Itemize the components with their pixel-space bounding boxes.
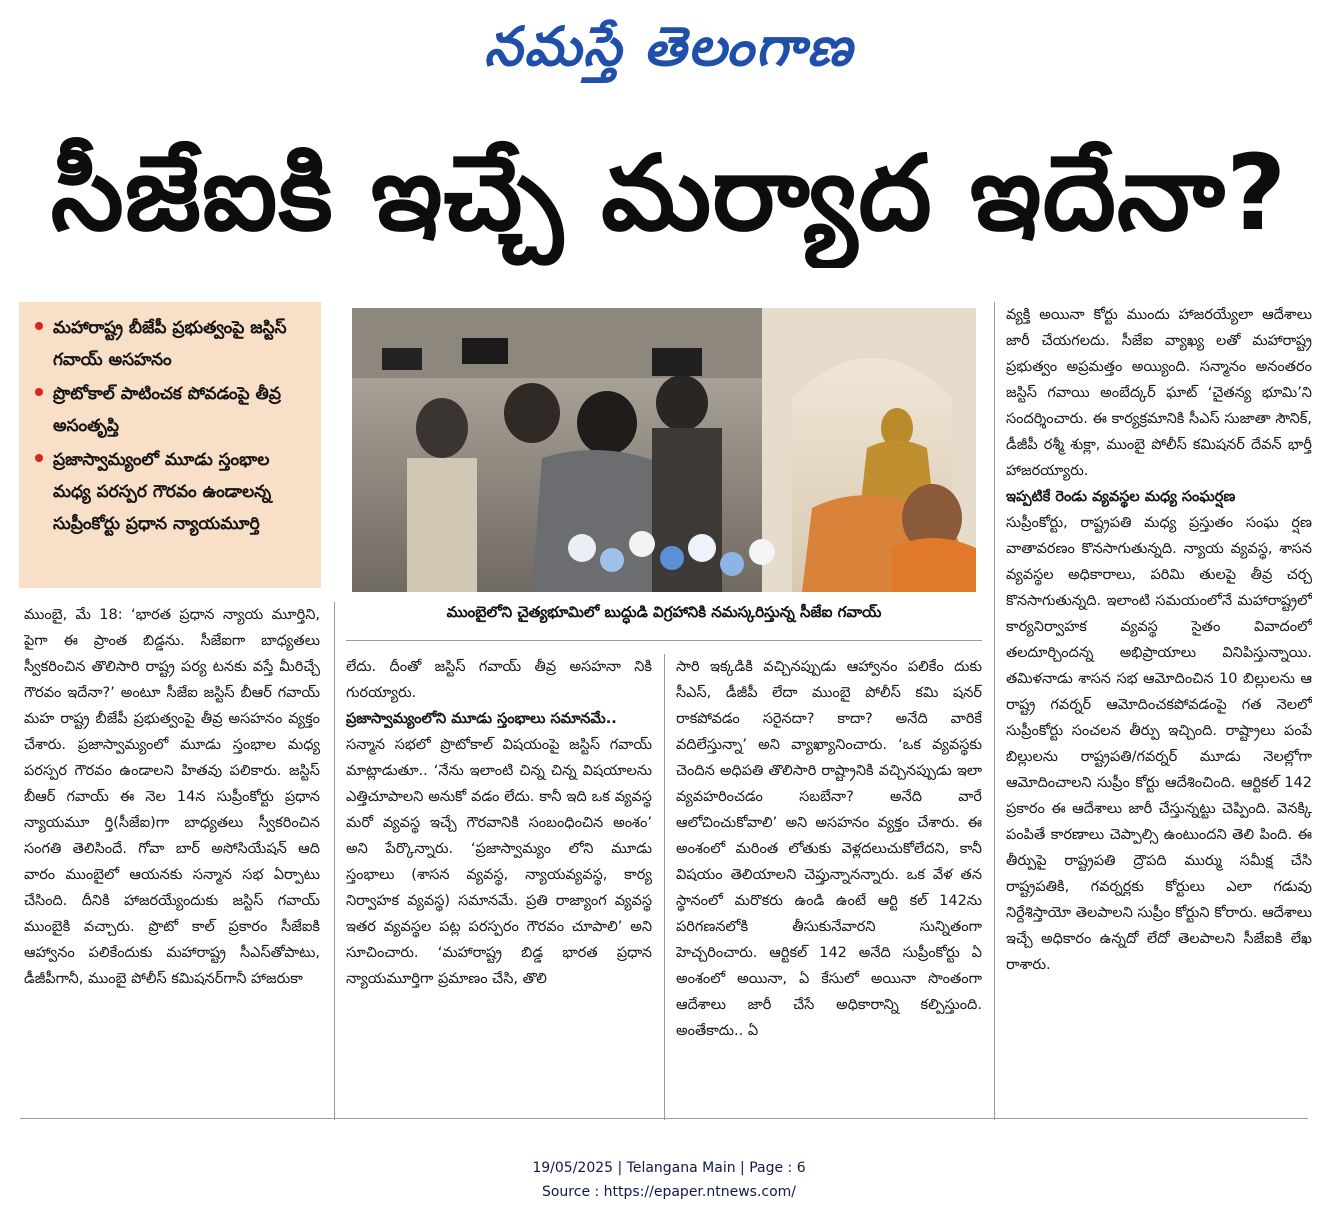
summary-point-text: ప్రొటోకాల్ పాటించక పోవడంపై తీవ్ర అసంతృప్తి	[53, 384, 281, 436]
column-divider	[664, 654, 665, 1120]
section-subheading: ప్రజాస్వామ్యంలోని మూడు స్తంభాలు సమానమే..	[346, 711, 617, 727]
article-paragraph: వ్యక్తి అయినా కోర్టు ముందు హాజరయ్యేలా ఆదేశాలు జారీ చేయగలదు. సీజేఐ వ్యాఖ్య లతో మహారాష్ట్ర ప్రభుత్వం అప్రమత్తం అయ్యింది. సన్మానం అనంతరం జస్టిస్ గవాయి అంబేద్కర్ ఘాట్ ‘చైతన్య భూమి’ని సందర్శించారు. ఈ కార్యక్రమానికి సీఎస్ సుజాతా సౌనిక్, డీజీపీ రశ్మీ శుక్లా, ముంబై పోలీస్ కమిషనర్ దేవన్ భార్తీ హాజరయ్యారు.	[1006, 307, 1312, 479]
footer-source: Source : https://epaper.ntnews.com/	[541, 1184, 797, 1200]
article-paragraph: సారి ఇక్కడికి వచ్చినప్పుడు ఆహ్వానం పలికేం దుకు సీఎస్, డీజీపీ లేదా ముంబై పోలీస్ కమి షనర్ రాకపోవడం సరైనదా? కాదా? అనేది వారికే వదిలేస్తున్నా’ అని వ్యాఖ్యానించారు. ‘ఒక వ్యవస్థకు చెందిన అధిపతి తొలిసారి రాష్ట్రానికి వచ్చినప్పుడు ఇలా వ్యవహరించడం సబబేనా? అనేది వారే ఆలోచించుకోవాలి’ అని అసహనం వ్యక్తం చేశారు. ఈ అంశంలో మరింత లోతుకు వెళ్లదలుచుకోలేదని, కానీ విషయం తెలియాలని చెప్తున్నానన్నారు. ఒక వేళ తన స్థానంలో మరొకరు ఉండి ఉంటే ఆర్టి కల్ 142ను పరిగణనలోకి తీసుకునేవారని సున్నితంగా హెచ్చరించారు. ఆర్టికల్ 142 అనేది సుప్రీంకోర్టు ఏ అంశంలో అయినా, ఏ కేసులో అయినా సొంతంగా ఆదేశాలు జారీ చేసే అధికారాన్ని కల్పిస్తుంది. అంతేకాదు.. ఏ	[676, 659, 982, 1039]
bottom-rule	[20, 1118, 1308, 1119]
footer-date-edition: 19/05/2025 | Telangana Main | Page : 6	[532, 1160, 806, 1176]
bullet-icon	[35, 454, 43, 462]
summary-point	[33, 444, 311, 540]
article-column-3	[676, 654, 982, 1120]
summary-point-text: మహారాష్ట్ర బీజేపీ ప్రభుత్వంపై జస్టిస్ గవాయ్ అసహనం	[53, 318, 287, 370]
horizontal-rule	[346, 640, 982, 641]
bullet-icon	[35, 388, 43, 396]
article-paragraph: ముంబై, మే 18: ‘భారత ప్రధాన న్యాయ మూర్తిని, పైగా ఈ ప్రాంత బిడ్డను. సీజేఐగా బాధ్యతలు స్వీకరించిన తొలిసారి రాష్ట్ర పర్య టనకు వస్తే మీరిచ్చే గౌరవం ఇదేనా?’ అంటూ సీజేఐ జస్టిస్ బీఆర్ గవాయ్ మహ రాష్ట్ర బీజేపీ ప్రభుత్వంపై తీవ్ర అసహనం వ్యక్తం చేశారు. ప్రజాస్వామ్యంలో మూడు స్తంభాల మధ్య పరస్పర గౌరవం ఉండాలని హితవు పలికారు. జస్టిస్ బీఆర్ గవాయ్ ఈ నెల 14న సుప్రీంకోర్టు ప్రధాన న్యాయమూ ర్తి(సీజేఐ)గా బాధ్యతలు స్వీకరించిన సంగతి తెలిసిందే. గోవా బార్ అసోసియేషన్ ఆది వారం ముంబైలో ఆయనకు సన్మాన సభ ఏర్పాటు చేసింది. దీనికి హాజరయ్యేందుకు జస్టిస్ గవాయ్ ముంబైకి వచ్చారు. ప్రొటో కాల్ ప్రకారం సీజేఐకి ఆహ్వానం పలికేందుకు మహారాష్ట్ర సీఎస్‌తోపాటు, డీజీపీగానీ, ముంబై పోలీస్ కమిషనర్‌గానీ హాజరుకా	[24, 607, 320, 987]
newspaper-masthead: నమస్తే తెలంగాణ	[484, 14, 854, 78]
section-subheading: ఇప్పటికే రెండు వ్యవస్థల మధ్య సంఘర్షణ	[1006, 489, 1236, 505]
news-photo	[352, 308, 976, 592]
column-divider	[334, 602, 335, 1120]
summary-box	[19, 302, 321, 588]
photo-illustration	[352, 308, 976, 592]
article-headline: సీజేఐకి ఇచ్చే మర్యాద ఇదేనా?	[50, 132, 1288, 254]
summary-point-text: ప్రజాస్వామ్యంలో మూడు స్తంభాల మధ్య పరస్పర గౌరవం ఉండాలన్న సుప్రీంకోర్టు ప్రధాన న్యాయమూర్తి	[53, 450, 272, 534]
article-paragraph: సన్మాన సభలో ప్రొటోకాల్ విషయంపై జస్టిస్ గవాయ్ మాట్లాడుతూ.. ‘నేను ఇలాంటి చిన్న చిన్న విషయాలను ఎత్తిచూపాలని అనుకో వడం లేదు. కానీ ఇది ఒక వ్యవస్థ మరో వ్యవస్థ ఇచ్చే గౌరవానికి సంబంధించిన అంశం’ అని పేర్కొన్నారు. ‘ప్రజాస్వామ్యం లోని మూడు స్తంభాలు (శాసన వ్యవస్థ, న్యాయవ్యవస్థ, కార్య నిర్వాహక వ్యవస్థ) సమానమే. ప్రతి రాజ్యాంగ వ్యవస్థ ఇతర వ్యవస్థల పట్ల పరస్పరం గౌరవం చూపాలి’ అని సూచించారు. ‘మహారాష్ట్ర బిడ్డ భారత ప్రధాన న్యాయమూర్తిగా ప్రమాణం చేసి, తొలి	[346, 737, 652, 987]
article-paragraph: సుప్రీంకోర్టు, రాష్ట్రపతి మధ్య ప్రస్తుతం సంఘ ర్షణ వాతావరణం కొనసాగుతున్నది. న్యాయ వ్యవస్థ, శాసన వ్యవస్థల అధికారాలు, పరిమి తులపై తీవ్ర చర్చ కొనసాగుతున్నది. ఇలాంటి సమయంలోనే మహారాష్ట్రలో కార్యనిర్వాహక వ్యవస్థ సైతం వివాదంలో తలదూర్చిందన్న అభిప్రాయాలు వినిపిస్తున్నాయి. తమిళనాడు శాసన సభ ఆమోదించిన 10 బిల్లులను ఆ రాష్ట్ర గవర్నర్ ఆమోదించకపోవడంపై గత నెలలో సుప్రీంకోర్టు సంచలన తీర్పు ఇచ్చింది. రాష్ట్రాలు పంపే బిల్లులను రాష్ట్రపతి/గవర్నర్ మూడు నెలల్లోగా ఆమోదించాలని సుప్రీం కోర్టు ఆదేశించింది. ఆర్టికల్ 142 ప్రకారం ఈ ఆదేశాలు జారీ చేస్తున్నట్టు చెప్పింది. వెనక్కి పంపితే కారణాలు చెప్పాల్సి ఉంటుందని తెలి పింది. ఈ తీర్పుపై రాష్ట్రపతి ద్రౌపది ముర్ము సమీక్ష చేసి రాష్ట్రపతికి, గవర్నర్లకు కోర్టులు ఎలా గడువు నిర్దేశిస్తాయో తెలపాలని సుప్రీం కోర్టుని కోరారు. ఆదేశాలు ఇచ్చే అధికారం ఉన్నదో లేదో తెలపాలని సీజేఐకి లేఖ రాశారు.	[1006, 515, 1312, 973]
photo-caption: ముంబైలోని చైత్యభూమిలో బుద్ధుడి విగ్రహానికి నమస్కరిస్తున్న సీజేఐ గవాయ్	[446, 603, 882, 621]
summary-point	[33, 378, 311, 442]
article-column-4	[1006, 302, 1312, 1098]
article-column-1	[24, 602, 320, 1120]
summary-point	[33, 312, 311, 376]
bullet-icon	[35, 322, 43, 330]
article-column-2	[346, 654, 652, 1120]
article-paragraph: లేదు. దీంతో జస్టిస్ గవాయ్ తీవ్ర అసహనా నికి గురయ్యారు.	[346, 659, 652, 701]
column-divider	[994, 302, 995, 1120]
